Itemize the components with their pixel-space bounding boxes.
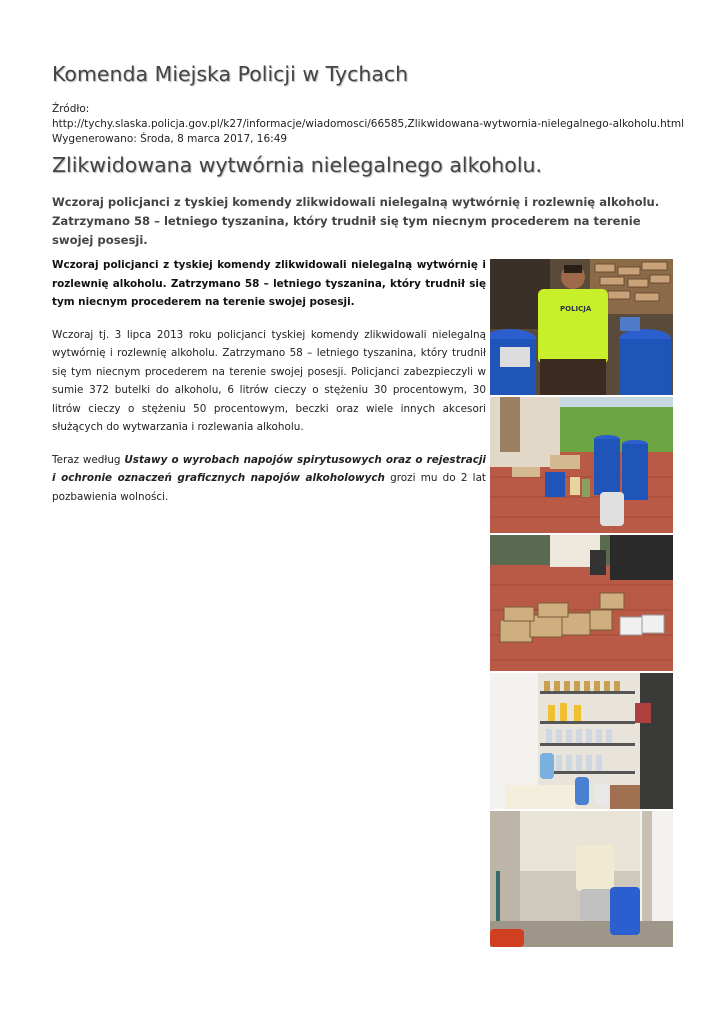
source-label: Źródło: [52, 103, 90, 115]
article-content [52, 256, 674, 506]
document-meta [52, 102, 685, 147]
photo-gallery [490, 259, 673, 949]
source-url[interactable]: http://tychy.slaska.policja.gov.pl/k27/informacje/wiadomosci/66585,Zlikwidowana-wytwornia-nielegalnego-alkoholu.html [52, 118, 685, 130]
law-prefix: Teraz według [52, 453, 125, 466]
law-name: Ustawy o wyrobach napojów spirytusowych oraz o rejestracji i ochronie oznaczeń graficznych napojów alkoholowych [52, 453, 486, 484]
vest-label: POLICJA [560, 305, 592, 313]
photo-garage-canisters [490, 811, 673, 947]
document-page [52, 62, 685, 520]
photo-barrels-yard [490, 397, 673, 533]
photo-boxes-paving [490, 535, 673, 671]
article-title: Zlikwidowana wytwórnia nielegalnego alkoholu. [52, 153, 543, 177]
law-paragraph [52, 451, 486, 507]
body-paragraph: Wczoraj tj. 3 lipca 2013 roku policjanci tyskiej komendy zlikwidowali nielegalną wytwórnię i rozlewnię alkoholu. Zatrzymano 58 – letniego tyszanina, który trudnił się tym niecnym procederem na terenie swojej posesji. Policjanci zabezpieczyli w sumie 372 butelki do alkoholu, 6 litrów cieczy o stężeniu 30 procentowym, 30 litrów cieczy o stężeniu 50 procentowym, beczki oraz wiele innych akcesori służących do wytwarzania i rozlewania alkoholu. [52, 328, 486, 433]
photo-policeman-barrels [490, 259, 673, 395]
photo-shelves-bottles [490, 673, 673, 809]
generated-date: Wygenerowano: Środa, 8 marca 2017, 16:49 [52, 133, 288, 145]
article-body [52, 256, 486, 506]
law-suffix: grozi mu do 2 lat pozbawienia wolności. [52, 472, 487, 503]
site-title: Komenda Miejska Policji w Tychach [52, 62, 409, 86]
bold-paragraph: Wczoraj policjanci z tyskiej komendy zlikwidowali nielegalną wytwórnię i rozlewnię alkoholu. Zatrzymano 58 – letniego tyszanina, który trudnił się tym niecnym procederem na terenie swojej posesji. [52, 259, 486, 308]
article-lead: Wczoraj policjanci z tyskiej komendy zlikwidowali nielegalną wytwórnię i rozlewnię alkoholu. Zatrzymano 58 – letniego tyszanina, który trudnił się tym niecnym procederem na terenie swojej posesji. [52, 195, 660, 247]
